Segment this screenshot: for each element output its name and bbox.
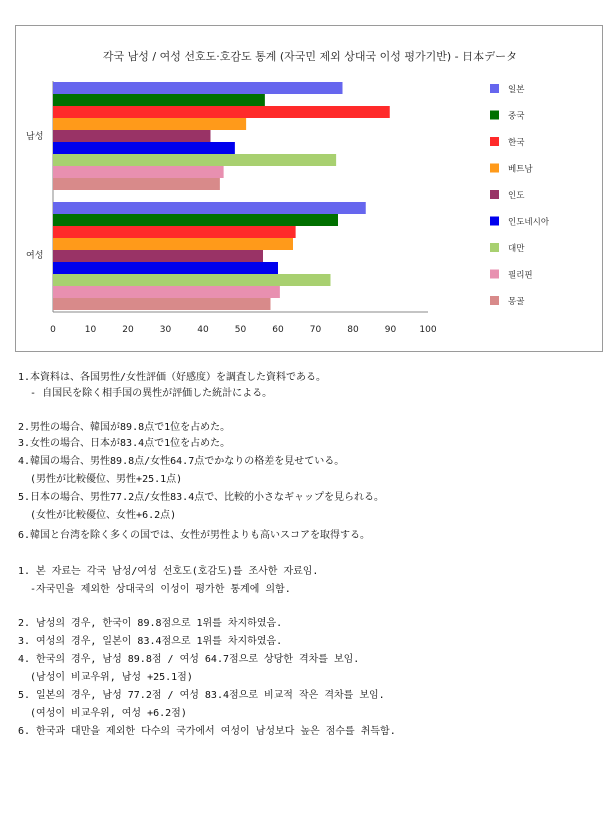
chart-title: 각국 남성 / 여성 선호도·호감도 통계 (자국민 제외 상대국 이성 평가기반) - 日本データ: [102, 50, 518, 63]
x-tick-label: 50: [234, 325, 247, 335]
note-kr-line: 6. 한국과 대만을 제외한 다수의 국가에서 여성이 남성보다 높은 점수를 취득함.: [18, 726, 396, 737]
legend-label: 필리핀: [508, 270, 533, 281]
note-jp-line: - 自国民を除く相手国の異性が評価した統計による。: [18, 388, 273, 399]
note-kr-line: (여성이 비교우위, 여성 +6.2점): [18, 708, 187, 719]
x-tick-label: 80: [347, 325, 359, 335]
bar-한국-여성: [53, 226, 296, 238]
bar-인도네시아-남성: [53, 142, 235, 154]
bar-베트남-남성: [53, 118, 246, 130]
x-tick-label: 90: [384, 325, 397, 335]
bar-몽골-남성: [53, 178, 220, 190]
category-label: 여성: [26, 251, 44, 261]
note-kr-line: 1. 본 자료는 각국 남성/여성 선호도(호감도)를 조사한 자료임.: [18, 566, 319, 577]
bar-한국-남성: [53, 106, 390, 118]
note-kr-line: 4. 한국의 경우, 남성 89.8점 / 여성 64.7점으로 상당한 격차를 보임.: [18, 654, 360, 665]
bar-일본-여성: [53, 202, 366, 214]
legend-label: 인도네시아: [508, 217, 550, 228]
bar-중국-남성: [53, 94, 265, 106]
bar-대만-남성: [53, 154, 336, 166]
note-kr-line: -자국민을 제외한 상대국의 이성이 평가한 통계에 의함.: [18, 584, 291, 595]
legend-swatch: [490, 164, 499, 173]
note-jp-line: 2.男性の場合、韓国が89.8点で1位を占めた。: [18, 422, 231, 433]
note-jp-line: (男性が比較優位、男性+25.1点): [18, 474, 183, 485]
x-tick-label: 10: [84, 325, 97, 335]
x-tick-label: 100: [419, 325, 437, 335]
legend-label: 인도: [508, 191, 525, 201]
legend-label: 베트남: [508, 164, 533, 175]
bar-몽골-여성: [53, 298, 271, 310]
note-kr-line: 5. 일본의 경우, 남성 77.2점 / 여성 83.4점으로 비교적 작은 격차를 보임.: [18, 690, 385, 701]
bar-중국-여성: [53, 214, 338, 226]
category-label: 남성: [26, 132, 44, 142]
bar-인도-여성: [53, 250, 263, 262]
bar-chart: [16, 26, 604, 353]
legend-swatch: [490, 270, 499, 279]
x-tick-label: 40: [197, 325, 209, 335]
bar-일본-남성: [53, 82, 343, 94]
x-tick-label: 30: [159, 325, 172, 335]
chart-frame: [15, 25, 603, 352]
note-jp-line: 3.女性の場合、日本が83.4点で1位を占めた。: [18, 438, 231, 449]
bar-인도네시아-여성: [53, 262, 278, 274]
legend-label: 중국: [508, 111, 525, 122]
legend-label: 몽골: [508, 297, 525, 307]
legend-swatch: [490, 217, 499, 226]
note-kr-line: (남성이 비교우위, 남성 +25.1점): [18, 672, 193, 683]
bar-인도-남성: [53, 130, 211, 142]
bar-베트남-여성: [53, 238, 293, 250]
legend-swatch: [490, 84, 499, 93]
note-jp-line: 6.韓国と台湾を除く多くの国では、女性が男性よりも高いスコアを取得する。: [18, 530, 371, 541]
legend-label: 한국: [508, 138, 525, 148]
note-jp-line: 5.日本の場合、男性77.2点/女性83.4点で、比較的小さなギャップを見られる。: [18, 492, 385, 503]
legend-swatch: [490, 243, 499, 252]
legend-swatch: [490, 296, 499, 305]
bar-필리핀-여성: [53, 286, 280, 298]
legend-swatch: [490, 137, 499, 146]
note-jp-line: 4.韓国の場合、男性89.8点/女性64.7点でかなりの格差を見せている。: [18, 456, 345, 467]
legend-label: 일본: [508, 85, 525, 95]
legend-swatch: [490, 111, 499, 120]
x-tick-label: 60: [272, 325, 284, 335]
legend-swatch: [490, 190, 499, 199]
bar-필리핀-남성: [53, 166, 224, 178]
x-tick-label: 70: [309, 325, 322, 335]
note-kr-line: 2. 남성의 경우, 한국이 89.8점으로 1위를 차지하였음.: [18, 618, 283, 629]
x-tick-label: 0: [50, 325, 56, 335]
note-jp-line: (女性が比較優位、女性+6.2点): [18, 510, 177, 521]
note-kr-line: 3. 여성의 경우, 일본이 83.4점으로 1위를 차지하였음.: [18, 636, 283, 647]
bar-대만-여성: [53, 274, 331, 286]
legend-label: 대만: [508, 244, 525, 254]
note-jp-line: 1.本資料は、各国男性/女性評価（好感度）を調査した資料である。: [18, 372, 327, 383]
x-tick-label: 20: [122, 325, 134, 335]
